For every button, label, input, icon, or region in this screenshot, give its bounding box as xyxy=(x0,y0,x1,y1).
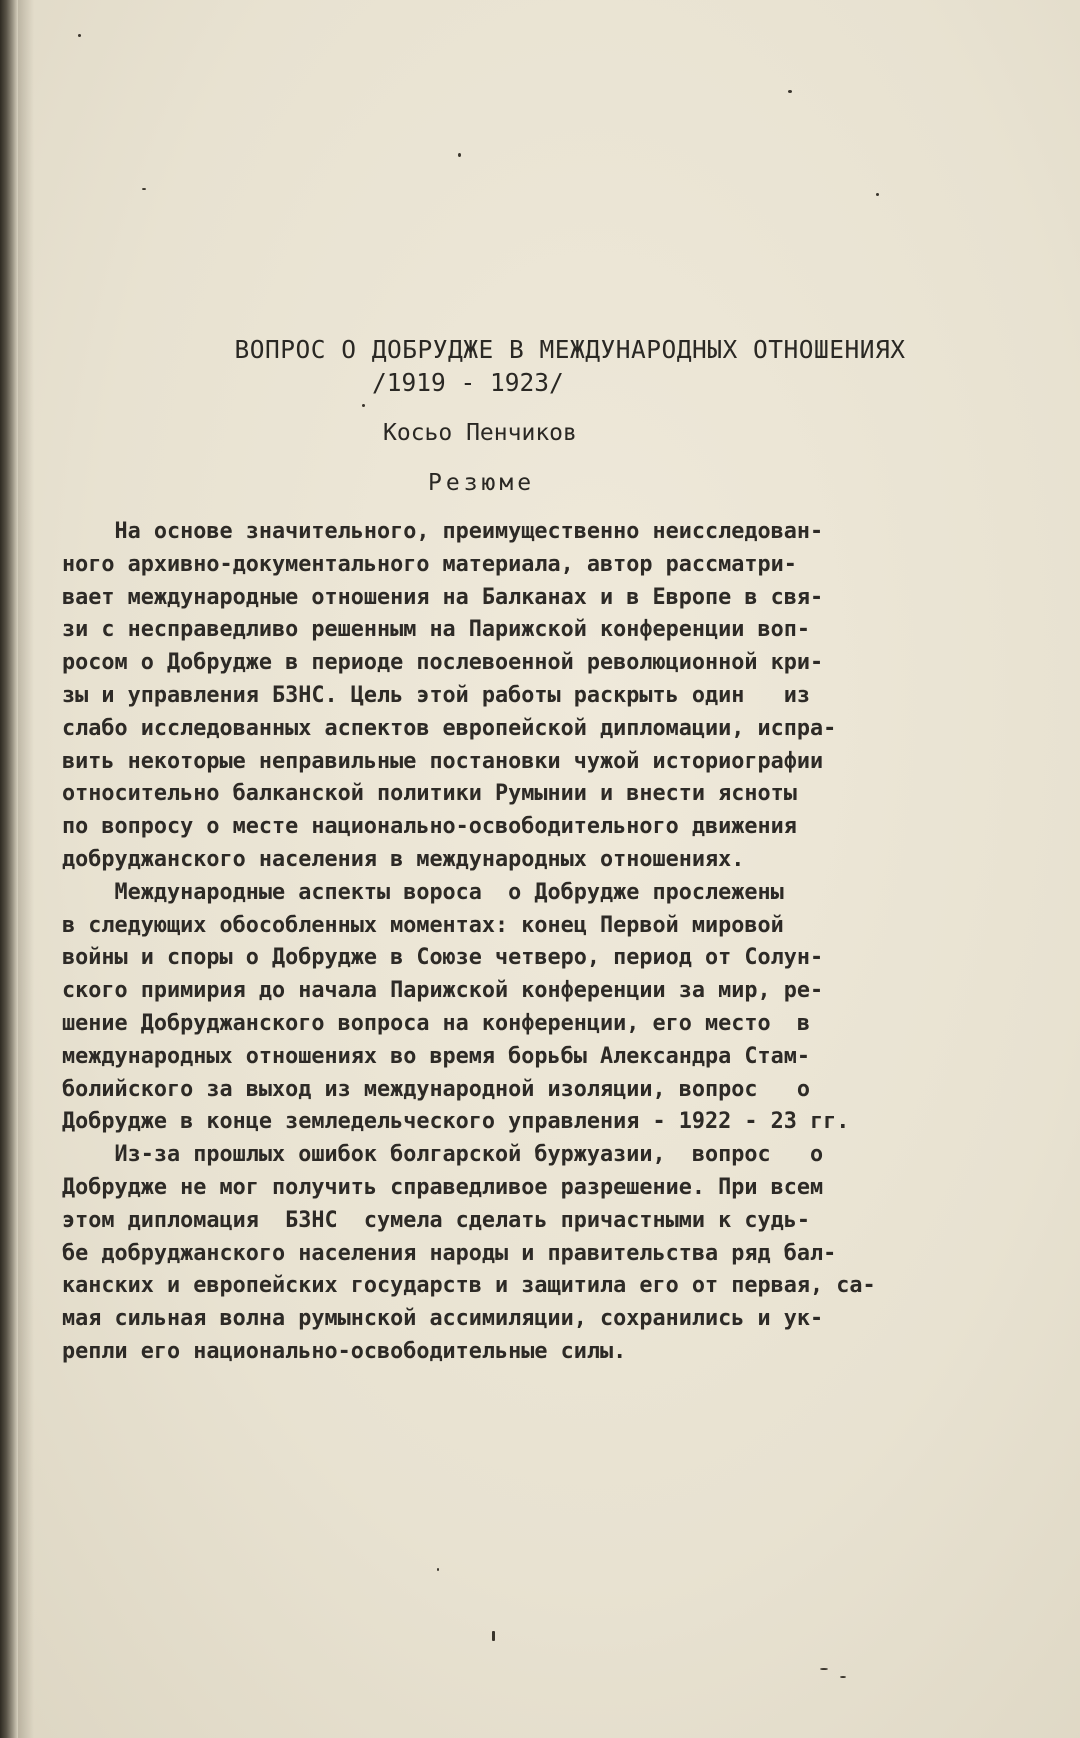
body-line: Из-за прошлых ошибок болгарской буржуазии, вопрос о xyxy=(62,1142,824,1168)
body-line: Международные аспекты вороса о Добрудже прослежены xyxy=(62,879,784,905)
body-line: международных отношениях во время борьбы Александра Стам- xyxy=(62,1043,811,1069)
body-line: мая сильная волна румынской ассимиляции, сохранились и ук- xyxy=(62,1306,824,1332)
body-line: по вопросу о месте национально-освободительного движения xyxy=(62,814,797,840)
document-title: ВОПРОС О ДОБРУДЖЕ В МЕЖДУНАРОДНЫХ ОТНОШЕНИЯХ xyxy=(234,335,906,364)
body-line: болийского за выход из международной изоляции, вопрос о xyxy=(62,1076,811,1102)
scan-speck xyxy=(492,1631,495,1641)
body-line: этом дипломация БЗНС сумела сделать причастными к судь- xyxy=(62,1207,811,1233)
body-line: зи с несправедливо решенным на Парижской конференции воп- xyxy=(62,617,811,643)
scan-speck xyxy=(78,34,81,37)
body-line: На основе значительного, преимущественно неисследован- xyxy=(62,519,824,544)
body-line: росом о Добрудже в периоде послевоенной революционной кри- xyxy=(62,650,824,676)
scan-speck xyxy=(437,1568,439,1571)
document-years: /1919 - 1923/ xyxy=(372,368,564,397)
document-author: Косьо Пенчиков xyxy=(383,420,577,446)
body-line: добруджанского населения в международных отношениях. xyxy=(62,846,745,872)
body-line: ного архивно-документального материала, автор рассматри- xyxy=(62,551,797,577)
body-line: слабо исследованных аспектов европейской дипломации, испра- xyxy=(62,715,837,741)
page-binding-edge xyxy=(0,0,18,1738)
scan-speck xyxy=(458,153,461,157)
body-line: вает международные отношения на Балканах и в Европе в свя- xyxy=(62,584,824,610)
body-line: Добрудже не мог получить справедливое разрешение. При всем xyxy=(62,1174,824,1200)
summary-heading: Резюме xyxy=(428,470,536,496)
body-line: относительно балканской политики Румынии и внести ясноты xyxy=(62,781,797,807)
body-line: репли его национально-освободительные силы. xyxy=(62,1338,627,1364)
body-line: зы и управления БЗНС. Цель этой работы раскрыть один из xyxy=(62,682,811,708)
scan-speck xyxy=(788,90,792,93)
body-line: войны и споры о Добрудже в Союзе четверо, период от Солун- xyxy=(62,945,824,971)
body-line: в следующих обособленных моментах: конец Первой мировой xyxy=(62,912,784,938)
body-line: Добрудже в конце земледельческого управления - 1922 - 23 гг. xyxy=(62,1109,850,1135)
scan-speck xyxy=(840,1676,846,1678)
body-line: шение Добруджанского вопроса на конференции, его место в xyxy=(62,1010,811,1036)
scan-speck xyxy=(362,404,365,407)
body-line: ского примирия до начала Парижской конференции за мир, ре- xyxy=(62,978,824,1004)
scan-speck xyxy=(876,193,879,196)
body-line: бе добруджанского населения народы и правительства ряд бал- xyxy=(62,1240,837,1266)
scan-speck xyxy=(142,188,146,190)
scan-speck xyxy=(820,1668,828,1670)
binding-shadow xyxy=(18,0,34,1738)
body-line: вить некоторые неправильные постановки чужой историографии xyxy=(62,748,824,774)
summary-body xyxy=(62,516,992,1369)
body-line: канских и европейских государств и защитила его от первая, са- xyxy=(62,1273,876,1299)
